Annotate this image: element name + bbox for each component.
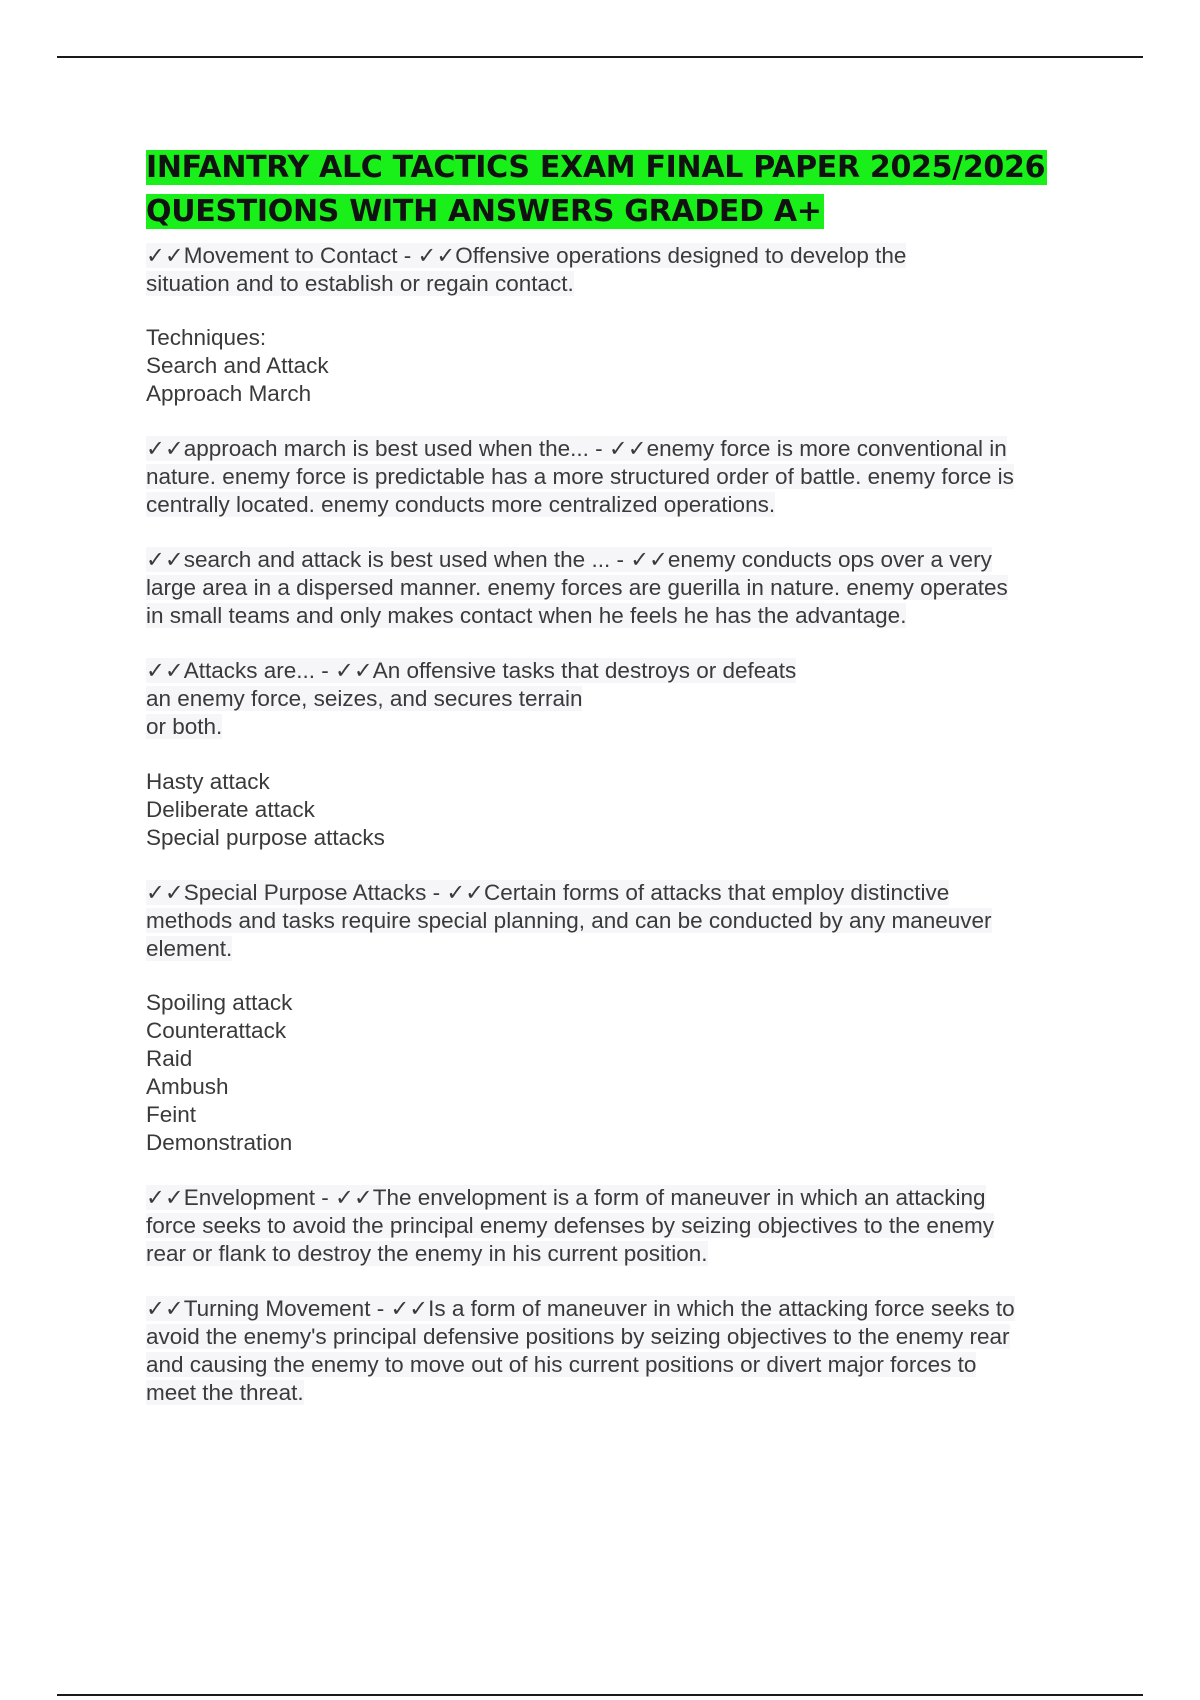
qa-approach-march <box>146 435 1086 519</box>
text-line: centrally located. enemy conducts more centralized operations. <box>146 492 776 517</box>
list-item: Special purpose attacks <box>146 825 385 850</box>
text-line: ✓✓Envelopment - ✓✓The envelopment is a form of maneuver in which an attacking <box>146 1185 986 1210</box>
title-line-1: INFANTRY ALC TACTICS EXAM FINAL PAPER 2025/2026 <box>146 150 1046 185</box>
list-item: Ambush <box>146 1074 229 1099</box>
qa-movement-to-contact <box>146 242 1086 298</box>
qa-envelopment <box>146 1184 1086 1268</box>
list-item: Demonstration <box>146 1130 293 1155</box>
qa-special-purpose-attacks <box>146 879 1086 963</box>
text-line: ✓✓Movement to Contact - ✓✓Offensive operations designed to develop the <box>146 243 907 268</box>
text-line: force seeks to avoid the principal enemy defenses by seizing objectives to the enemy <box>146 1213 994 1238</box>
techniques-list <box>146 324 1086 408</box>
text-line: ✓✓approach march is best used when the... - ✓✓enemy force is more conventional in <box>146 436 1007 461</box>
list-item: Feint <box>146 1102 197 1127</box>
list-item: Deliberate attack <box>146 797 315 822</box>
list-item: Raid <box>146 1046 193 1071</box>
top-rule <box>57 56 1143 58</box>
text-line: avoid the enemy's principal defensive positions by seizing objectives to the enemy rear <box>146 1324 1010 1349</box>
text-line: nature. enemy force is predictable has a more structured order of battle. enemy force is <box>146 464 1014 489</box>
list-item: Spoiling attack <box>146 990 293 1015</box>
qa-turning-movement <box>146 1295 1086 1407</box>
text-line: situation and to establish or regain contact. <box>146 271 574 296</box>
special-attacks-list <box>146 989 1086 1157</box>
text-line: ✓✓Turning Movement - ✓✓Is a form of maneuver in which the attacking force seeks to <box>146 1296 1015 1321</box>
qa-attacks-are <box>146 657 1086 741</box>
text-line: ✓✓Attacks are... - ✓✓An offensive tasks that destroys or defeats <box>146 658 797 683</box>
text-line: an enemy force, seizes, and secures terrain <box>146 686 583 711</box>
text-line: rear or flank to destroy the enemy in his current position. <box>146 1241 708 1266</box>
text-line: methods and tasks require special planning, and can be conducted by any maneuver <box>146 908 992 933</box>
text-line: in small teams and only makes contact when he feels he has the advantage. <box>146 603 907 628</box>
list-item: Hasty attack <box>146 769 270 794</box>
text-line: large area in a dispersed manner. enemy forces are guerilla in nature. enemy operates <box>146 575 1008 600</box>
text-line: ✓✓search and attack is best used when the ... - ✓✓enemy conducts ops over a very <box>146 547 992 572</box>
list-item: Approach March <box>146 381 312 406</box>
attack-types-list <box>146 768 1086 852</box>
qa-search-and-attack <box>146 546 1086 630</box>
title-line-2: QUESTIONS WITH ANSWERS GRADED A+ <box>146 194 822 229</box>
text-line: and causing the enemy to move out of his current positions or divert major forces to <box>146 1352 977 1377</box>
text-line: element. <box>146 936 233 961</box>
text-line: meet the threat. <box>146 1380 304 1405</box>
list-item: Search and Attack <box>146 353 329 378</box>
list-heading: Techniques: <box>146 325 267 350</box>
document-body <box>146 146 1086 1407</box>
document-title <box>146 146 1086 234</box>
list-item: Counterattack <box>146 1018 287 1043</box>
bottom-rule <box>57 1694 1143 1696</box>
text-line: ✓✓Special Purpose Attacks - ✓✓Certain forms of attacks that employ distinctive <box>146 880 950 905</box>
text-line: or both. <box>146 714 223 739</box>
